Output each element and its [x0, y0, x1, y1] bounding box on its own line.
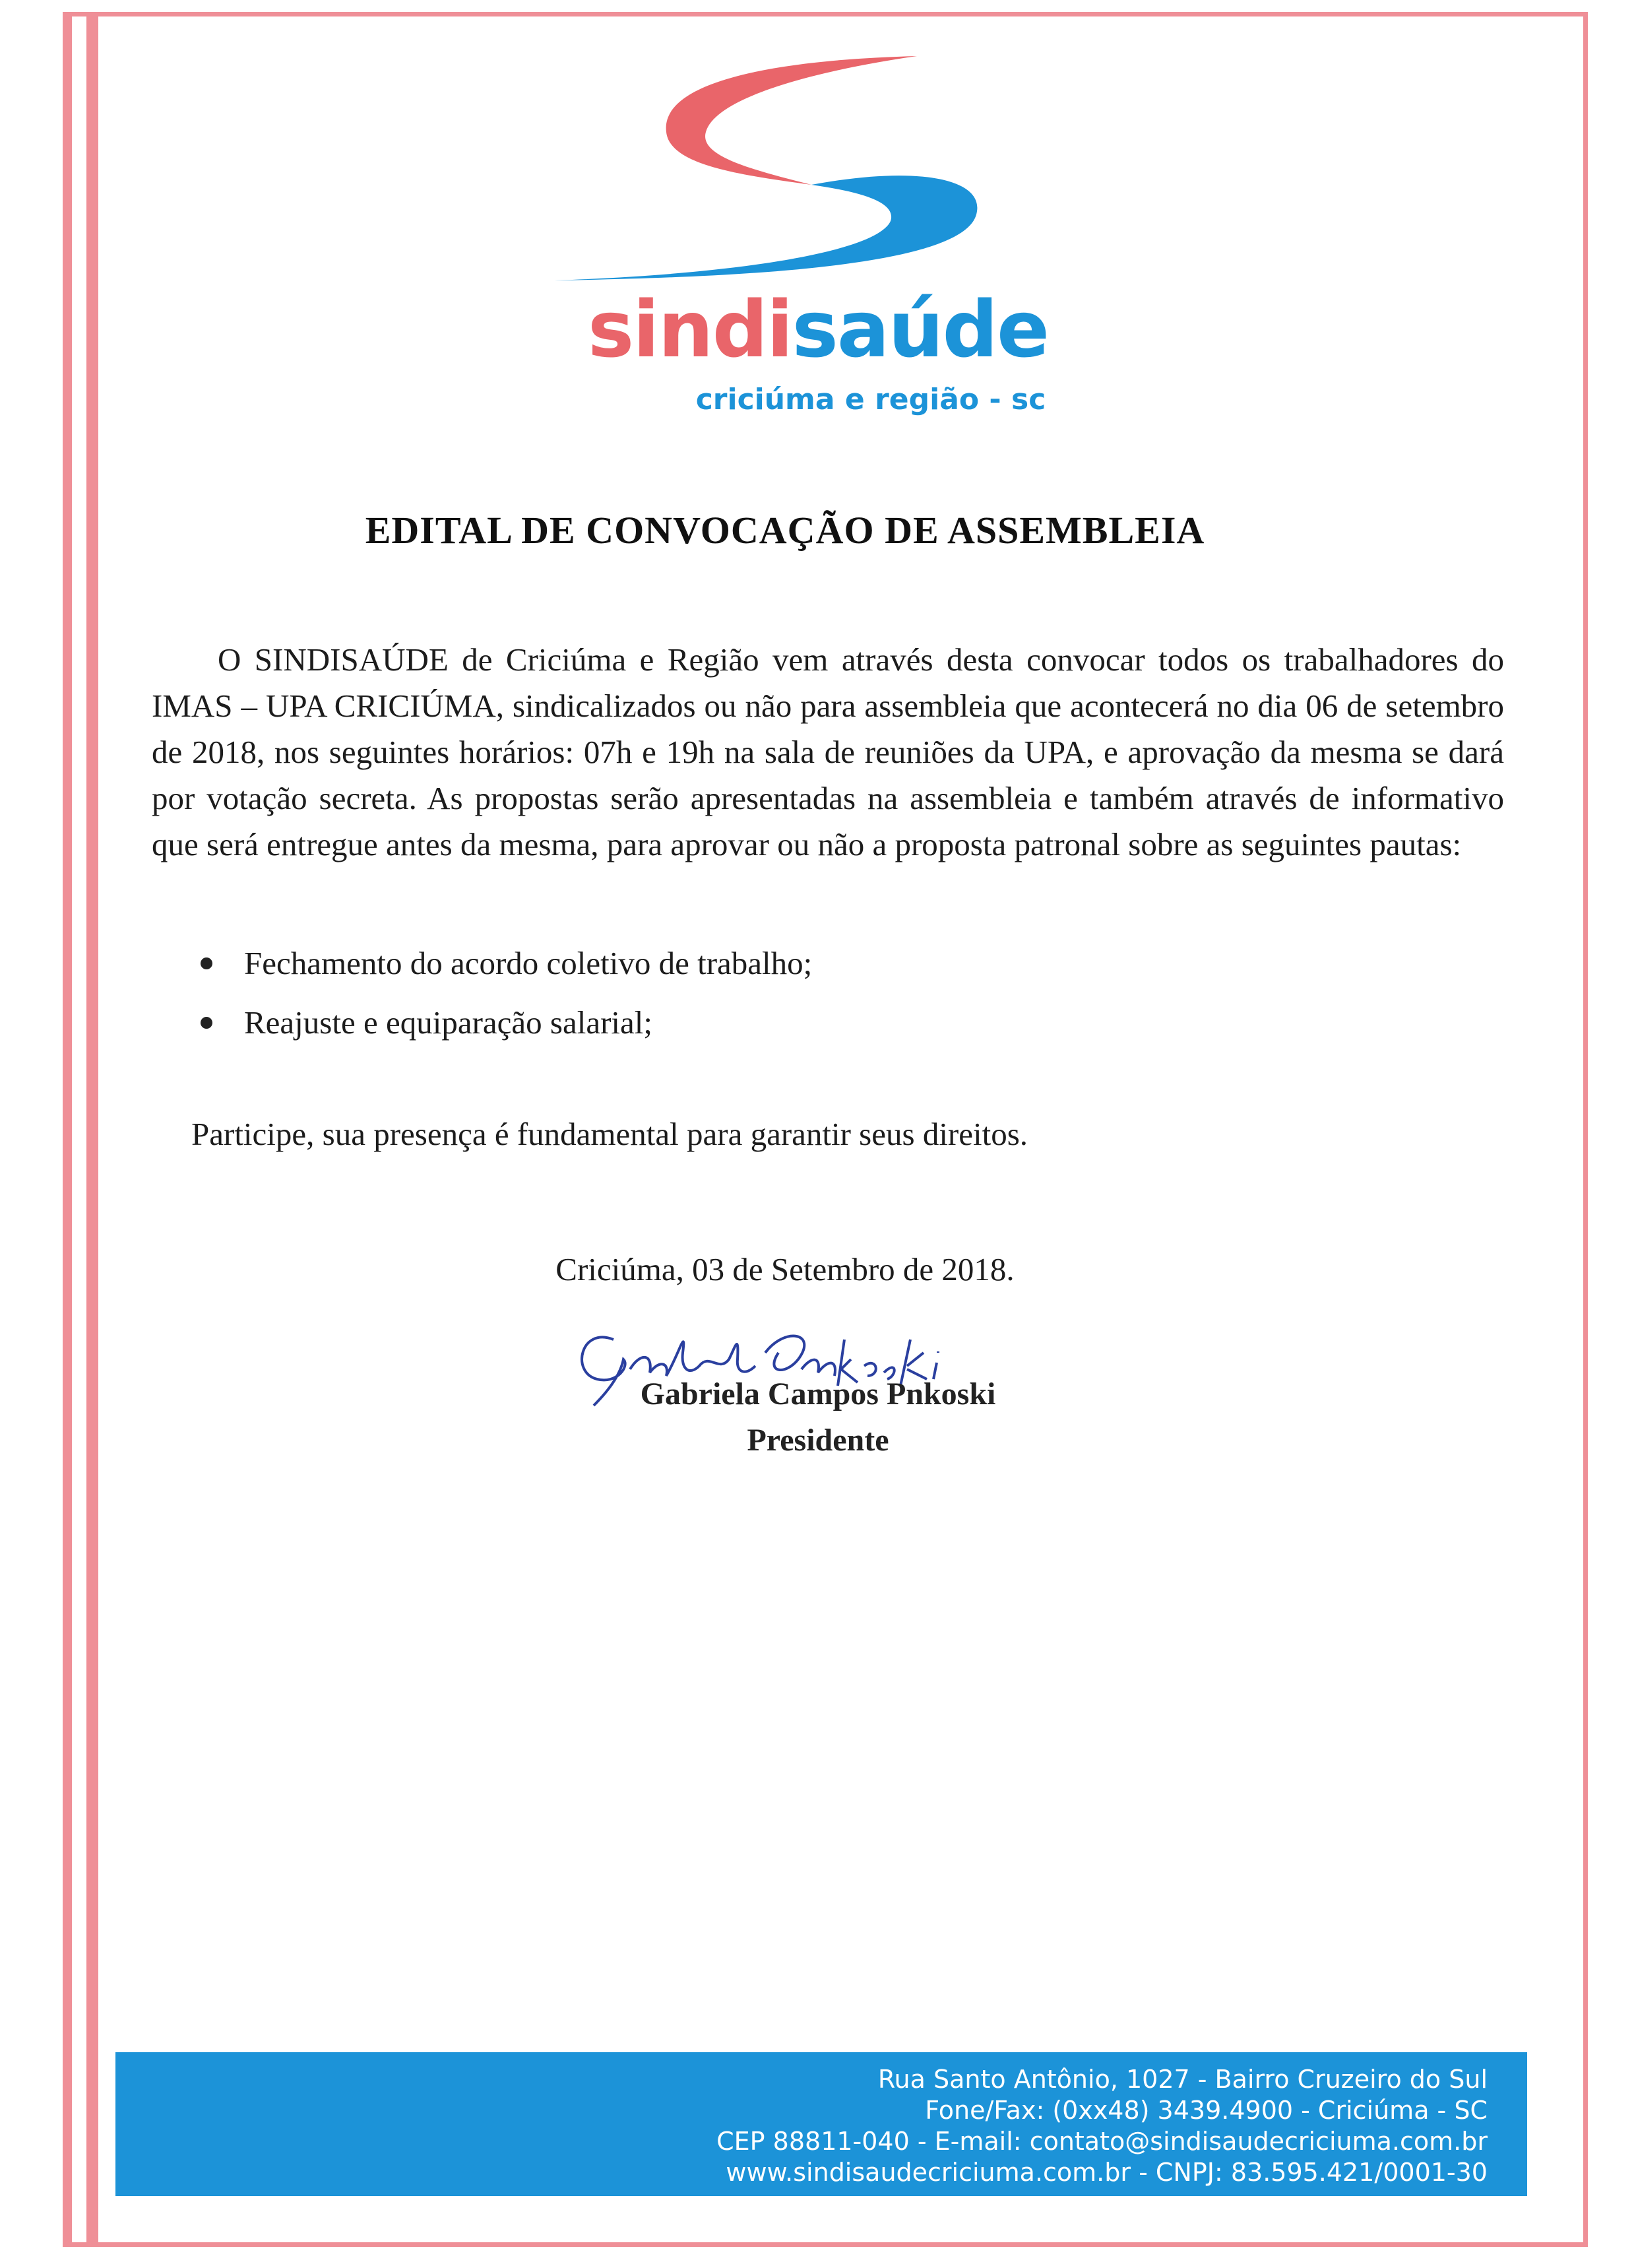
logo-subtitle: criciúma e região - sc: [695, 383, 1046, 416]
closing-text: Participe, sua presença é fundamental para garantir seus direitos.: [191, 1116, 1028, 1152]
logo-swoosh-pink: [666, 56, 917, 185]
document-title: EDITAL DE CONVOCAÇÃO DE ASSEMBLEIA: [365, 509, 1205, 552]
footer-address: Rua Santo Antônio, 1027 - Bairro Cruzeiro do Sul: [877, 2065, 1488, 2094]
page-border-right: [1583, 12, 1588, 2247]
logo-wordmark: [521, 284, 1115, 375]
footer-contact-info: [716, 2064, 1488, 2188]
logo-word-part1: sindi: [588, 284, 792, 375]
list-item: [191, 934, 1445, 993]
bullet-icon: [201, 957, 212, 969]
footer-email: CEP 88811-040 - E-mail: contato@sindisaudecriciuma.com.br: [716, 2127, 1488, 2156]
footer-phone: Fone/Fax: (0xx48) 3439.4900 - Criciúma - SC: [925, 2096, 1488, 2125]
logo-swoosh-blue: [554, 176, 977, 280]
page-border-left-inner: [86, 12, 98, 2247]
footer-contact-bar: [115, 2052, 1527, 2196]
list-item: [191, 993, 1445, 1053]
agenda-list: [191, 934, 1445, 1053]
page-border-top: [63, 12, 1587, 16]
page-border-left-outer: [63, 12, 72, 2247]
signer-role: Presidente: [747, 1423, 889, 1458]
signer-name: Gabriela Campos Pnkoski: [640, 1377, 996, 1411]
page-border-bottom: [63, 2242, 1587, 2247]
bullet-icon: [201, 1017, 212, 1029]
list-item-text: Reajuste e equiparação salarial;: [244, 1004, 652, 1041]
date-line: Criciúma, 03 de Setembro de 2018.: [555, 1251, 1015, 1287]
logo-word-part2: saúde: [792, 284, 1048, 375]
body-paragraph: O SINDISAÚDE de Criciúma e Região vem através desta convocar todos os trabalhadores do IMAS – UPA CRICIÚMA, sindicalizados ou não para assembleia que acontecerá no dia 06 de setembro de 2018, nos seguintes horários: 07h e 19h na sala de reuniões da UPA, e aprovação da mesma se dará por votação secreta. As propostas serão apresentadas na assembleia e também através de informativo que será entregue antes da mesma, para aprovar ou não a proposta patronal sobre as seguintes pautas:: [152, 641, 1504, 862]
footer-website: www.sindisaudecriciuma.com.br - CNPJ: 83.595.421/0001-30: [726, 2158, 1488, 2187]
logo-swoosh-icon: [548, 53, 1075, 290]
list-item-text: Fechamento do acordo coletivo de trabalho;: [244, 945, 813, 981]
